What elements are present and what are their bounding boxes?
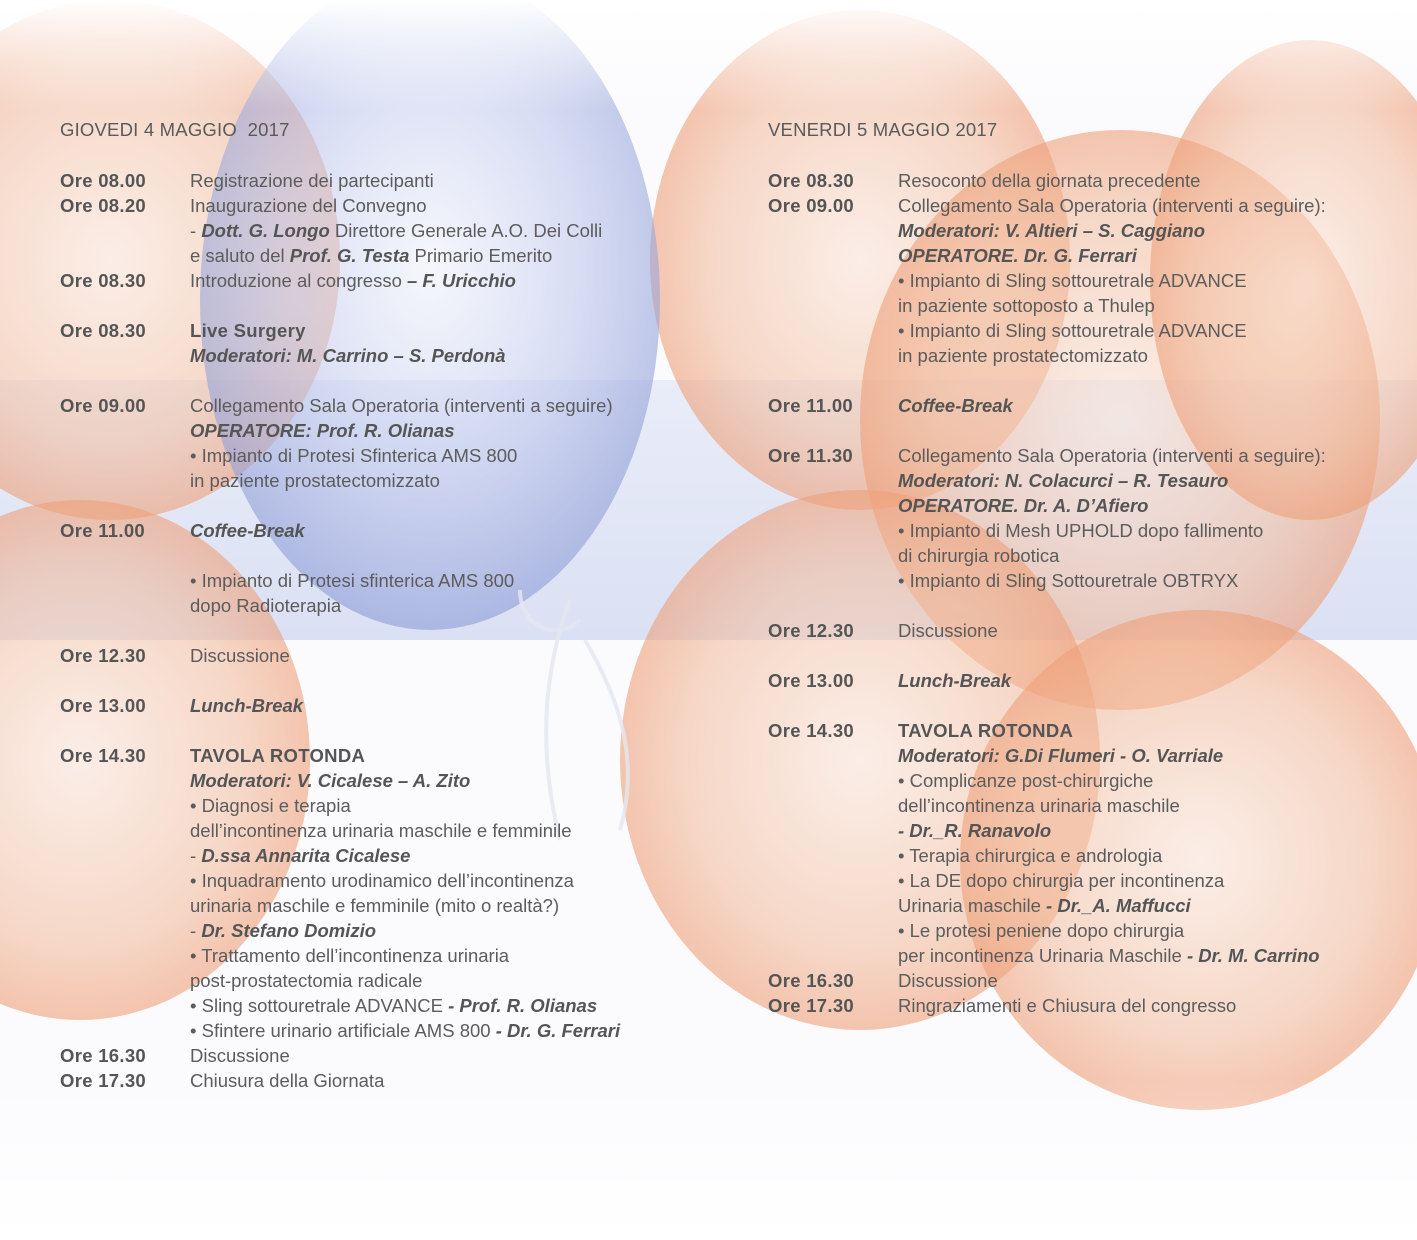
entry-text: Registrazione dei partecipanti xyxy=(190,170,434,191)
speaker-name: D.ssa Annarita Cicalese xyxy=(201,845,411,866)
speaker-name: Dott. G. Longo xyxy=(201,220,330,241)
speaker-name: - Dr. M. Carrino xyxy=(1186,945,1320,966)
entry-text: Discussione xyxy=(898,970,998,991)
entry-text: • La DE dopo chirurgia per incontinenza xyxy=(898,870,1225,891)
entry-text: • Terapia chirurgica e andrologia xyxy=(898,845,1163,866)
day2-title: VENERDI 5 MAGGIO 2017 xyxy=(768,119,998,140)
speaker-name: - Dr._A. Maffucci xyxy=(1046,895,1191,916)
entry-text: Chiusura della Giornata xyxy=(190,1070,385,1091)
entry-text: • Impianto di Protesi sfinterica AMS 800 xyxy=(190,570,515,591)
schedule-row xyxy=(60,568,700,618)
schedule-row xyxy=(60,393,700,493)
speaker-line: - Dott. G. Longo Direttore Generale A.O. Dei Colli xyxy=(190,220,603,241)
operator: OPERATORE: Prof. R. Olianas xyxy=(190,420,455,441)
entry-text: • Impianto di Protesi Sfinterica AMS 800 xyxy=(190,445,518,466)
speaker-line: - Dr. Stefano Domizio xyxy=(190,920,377,941)
entry-time: Ore 16.30 xyxy=(60,1045,147,1066)
entry-text: Collegamento Sala Operatoria (interventi a seguire) xyxy=(190,395,613,416)
moderators: Moderatori: M. Carrino – S. Perdonà xyxy=(190,345,506,366)
entry-text: Discussione xyxy=(898,620,998,641)
entry-time: Ore 08.30 xyxy=(768,170,855,191)
schedule-row xyxy=(768,168,1408,193)
schedule-row xyxy=(768,393,1408,418)
schedule-row xyxy=(60,268,700,293)
break-label: Coffee-Break xyxy=(190,520,305,541)
schedule-row xyxy=(60,1043,700,1068)
schedule-row xyxy=(768,968,1408,993)
entry-text: • Sling sottouretrale ADVANCE - Prof. R. Olianas xyxy=(190,995,598,1016)
schedule-row xyxy=(60,168,700,193)
entry-time: Ore 08.20 xyxy=(60,195,147,216)
operator: OPERATORE. Dr. A. D’Afiero xyxy=(898,495,1149,516)
moderators: Moderatori: N. Colacurci – R. Tesauro xyxy=(898,470,1229,491)
schedule-row xyxy=(768,193,1408,368)
schedule-row xyxy=(768,993,1408,1018)
moderators: Moderatori: V. Altieri – S. Caggiano xyxy=(898,220,1206,241)
entry-text: dopo Radioterapia xyxy=(190,595,342,616)
entry-text: in paziente prostatectomizzato xyxy=(190,470,440,491)
entry-time: Ore 14.30 xyxy=(768,720,855,741)
entry-time: Ore 09.00 xyxy=(768,195,855,216)
session-title: TAVOLA ROTONDA xyxy=(898,720,1074,741)
entry-text: di chirurgia robotica xyxy=(898,545,1060,566)
entry-text: Discussione xyxy=(190,1045,290,1066)
day1-title: GIOVEDI 4 MAGGIO 2017 xyxy=(60,119,290,140)
entry-text: Ringraziamenti e Chiusura del congresso xyxy=(898,995,1237,1016)
entry-time: Ore 11.30 xyxy=(768,445,853,466)
entry-time: Ore 08.30 xyxy=(60,320,147,341)
entry-text: • Impianto di Sling sottouretrale ADVANCE xyxy=(898,270,1247,291)
schedule-row xyxy=(60,743,700,1043)
schedule-row xyxy=(768,443,1408,593)
session-title: TAVOLA ROTONDA xyxy=(190,745,366,766)
entry-time: Ore 11.00 xyxy=(60,520,145,541)
moderators: Moderatori: G.Di Flumeri - O. Varriale xyxy=(898,745,1224,766)
schedule-row xyxy=(768,618,1408,643)
schedule-row xyxy=(768,668,1408,693)
entry-text: in paziente prostatectomizzato xyxy=(898,345,1148,366)
moderators: Moderatori: V. Cicalese – A. Zito xyxy=(190,770,471,791)
entry-text: Collegamento Sala Operatoria (interventi a seguire): xyxy=(898,195,1326,216)
speaker-name: Prof. G. Testa xyxy=(289,245,410,266)
entry-text: Collegamento Sala Operatoria (interventi a seguire): xyxy=(898,445,1326,466)
entry-text: Inaugurazione del Convegno xyxy=(190,195,427,216)
schedule-row xyxy=(60,318,700,368)
entry-text: Introduzione al congresso – F. Uricchio xyxy=(190,270,516,291)
entry-time: Ore 09.00 xyxy=(60,395,147,416)
entry-text: • Trattamento dell’incontinenza urinaria xyxy=(190,945,510,966)
entry-text: • Diagnosi e terapia xyxy=(190,795,351,816)
schedule-row xyxy=(60,1068,700,1093)
speaker-name: - Dr. G. Ferrari xyxy=(495,1020,621,1041)
entry-text: • Le protesi peniene dopo chirurgia xyxy=(898,920,1185,941)
day2-column xyxy=(768,117,1408,1018)
schedule-row xyxy=(768,718,1408,968)
speaker-name: – F. Uricchio xyxy=(407,270,516,291)
operator: OPERATORE. Dr. G. Ferrari xyxy=(898,245,1137,266)
entry-text: in paziente sottoposto a Thulep xyxy=(898,295,1155,316)
entry-time: Ore 12.30 xyxy=(60,645,147,666)
speaker-line: - D.ssa Annarita Cicalese xyxy=(190,845,411,866)
entry-time: Ore 13.00 xyxy=(768,670,855,691)
schedule-row xyxy=(60,518,700,543)
entry-text: Urinaria maschile - Dr._A. Maffucci xyxy=(898,895,1191,916)
entry-time: Ore 11.00 xyxy=(768,395,853,416)
entry-text: post-prostatectomia radicale xyxy=(190,970,423,991)
break-label: Lunch-Break xyxy=(190,695,304,716)
schedule-row xyxy=(60,693,700,718)
speaker-line: e saluto del Prof. G. Testa Primario Emerito xyxy=(190,245,553,266)
entry-text: • Inquadramento urodinamico dell’incontinenza xyxy=(190,870,574,891)
entry-time: Ore 13.00 xyxy=(60,695,147,716)
entry-text: • Sfintere urinario artificiale AMS 800 - Dr. G. Ferrari xyxy=(190,1020,621,1041)
entry-text: dell’incontinenza urinaria maschile xyxy=(898,795,1180,816)
break-label: Coffee-Break xyxy=(898,395,1013,416)
speaker-name: Dr. Stefano Domizio xyxy=(201,920,377,941)
entry-time: Ore 17.30 xyxy=(60,1070,147,1091)
day1-column xyxy=(60,117,700,1093)
entry-text: • Impianto di Sling sottouretrale ADVANCE xyxy=(898,320,1247,341)
schedule-row xyxy=(60,643,700,668)
entry-time: Ore 16.30 xyxy=(768,970,855,991)
entry-text: • Complicanze post-chirurgiche xyxy=(898,770,1154,791)
entry-time: Ore 08.00 xyxy=(60,170,147,191)
entry-text: Discussione xyxy=(190,645,290,666)
entry-time: Ore 17.30 xyxy=(768,995,855,1016)
entry-text: dell’incontinenza urinaria maschile e femminile xyxy=(190,820,572,841)
break-label: Lunch-Break xyxy=(898,670,1012,691)
entry-text: Resoconto della giornata precedente xyxy=(898,170,1201,191)
entry-time: Ore 14.30 xyxy=(60,745,147,766)
speaker-name: - Dr._R. Ranavolo xyxy=(898,820,1052,841)
entry-time: Ore 08.30 xyxy=(60,270,147,291)
speaker-name: - Prof. R. Olianas xyxy=(448,995,598,1016)
entry-text: • Impianto di Sling Sottouretrale OBTRYX xyxy=(898,570,1239,591)
entry-time: Ore 12.30 xyxy=(768,620,855,641)
schedule-row xyxy=(60,193,700,268)
entry-text: • Impianto di Mesh UPHOLD dopo fallimento xyxy=(898,520,1264,541)
entry-text: urinaria maschile e femminile (mito o realtà?) xyxy=(190,895,560,916)
entry-text: per incontinenza Urinaria Maschile - Dr. M. Carrino xyxy=(898,945,1320,966)
session-title: Live Surgery xyxy=(190,320,306,341)
